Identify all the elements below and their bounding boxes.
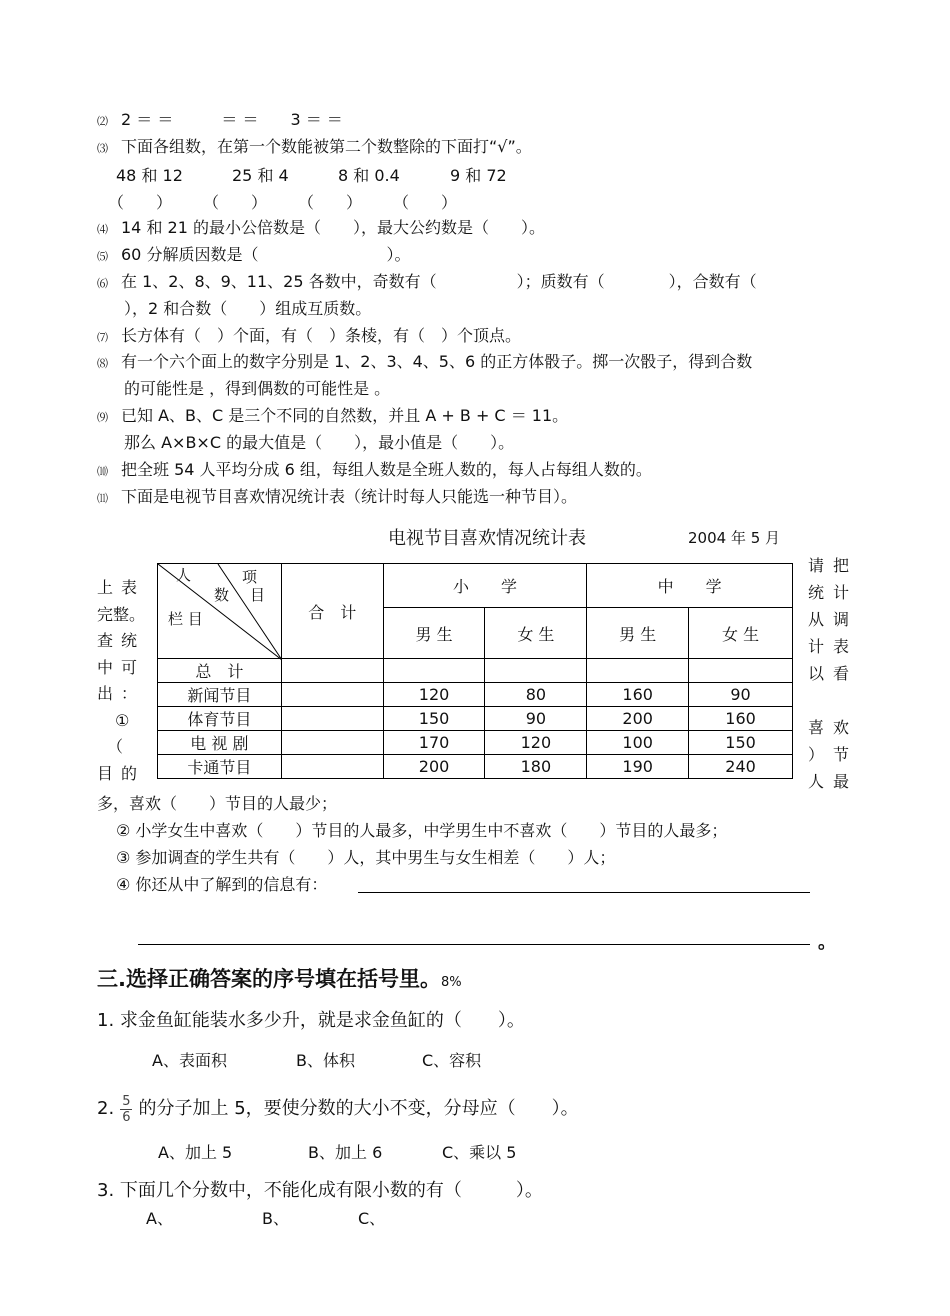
q8-line-2: 的可能性是 ，得到偶数的可能性是 。 [124,379,391,398]
sub-question-2: ② 小学女生中喜欢（ ）节目的人最多，中学男生中不喜欢（ ）节目的人最多； [116,821,728,840]
table-cell: 200 [383,755,485,779]
q7-text: 长方体有（ ）个面，有（ ）条棱，有（ ）个顶点。 [121,326,522,345]
right-wrap-5: 以看 [808,664,859,683]
row-total-cell[interactable] [281,755,383,779]
q9-line [97,405,568,429]
right-wrap-text [808,552,858,795]
primary-boys-header: 男 生 [383,608,485,659]
right-wrap-7: 喜欢 [808,718,859,737]
q3-bracket-4[interactable]: （ ） [393,193,458,212]
c2-option-c[interactable]: C、乘以 5 [442,1143,517,1162]
section-3-title [97,963,462,993]
sub-question-3: ③ 参加调查的学生共有（ ）人，其中男生与女生相差（ ）人； [116,848,616,867]
header-mu: 目 [250,586,266,604]
c3-option-a[interactable]: A、 [146,1209,173,1228]
answer-line-1[interactable] [358,892,810,893]
table-cell: 90 [689,683,793,707]
table-row [158,755,793,779]
q3-number: ⑶ [97,142,108,155]
table-row [158,707,793,731]
q3-pair-2: 25 和 4 [232,166,289,185]
right-wrap-9: 人最 [808,772,859,791]
q3-pair-1: 48 和 12 [116,166,183,185]
sub-question-1: 多，喜欢（ ）节目的人最少； [97,794,338,813]
q9-text: 已知 A、B、C 是三个不同的自然数，并且 A + B + C ＝ 11。 [121,406,569,425]
diagonal-header-cell [158,564,282,659]
table-cell: 120 [383,683,485,707]
table-cell: 180 [485,755,587,779]
left-wrap-6: ① [115,710,130,730]
q6-line [97,271,757,295]
left-wrap-2: 完整。 [97,604,146,624]
q6-text: 在 1、2、8、9、11、25 各数中，奇数有（ ）；质数有（ ），合数有（ [121,272,757,291]
c2-option-a[interactable]: A、加上 5 [158,1143,233,1162]
middle-school-header: 中 学 [587,564,793,608]
choice-question-3: 3. 下面几个分数中，不能化成有限小数的有（ ）。 [97,1180,543,1201]
right-wrap-6 [808,687,858,714]
q8-line [97,351,752,375]
c1-option-b[interactable]: B、体积 [296,1051,355,1070]
q5-text: 60 分解质因数是（ ）。 [121,245,411,264]
fraction-five-sixths [120,1094,132,1125]
left-wrap-7: （ [107,737,124,756]
section-3-score: 8% [440,975,462,990]
left-wrap-1: 上表 [97,578,146,597]
q11-number: ⑾ [97,492,108,505]
header-ren: 人 [176,566,192,584]
middle-girls-header: 女 生 [689,608,793,659]
total-row-cell[interactable] [383,659,485,683]
c2-option-b[interactable]: B、加上 6 [308,1143,383,1162]
left-wrap-3: 查统 [97,631,146,650]
q3-text: 下面各组数，在第一个数能被第二个数整除的下面打“√”。 [121,137,532,156]
row-total-cell[interactable] [281,731,383,755]
table-cell: 170 [383,731,485,755]
q2-line [97,109,343,133]
row-name: 电 视 剧 [158,731,282,755]
total-column-header: 合 计 [281,564,383,659]
table-cell: 120 [485,731,587,755]
choice-question-2 [97,1088,579,1130]
q7-number: ⑺ [97,331,108,344]
q5-line [97,244,410,268]
table-cell: 80 [485,683,587,707]
left-wrap-text [97,575,145,787]
header-xiang: 项 [242,568,258,586]
table-cell: 190 [587,755,689,779]
total-row-cell[interactable] [587,659,689,683]
primary-school-header: 小 学 [383,564,587,608]
header-shu: 数 [214,586,230,604]
q3-pair-3: 8 和 0.4 [338,166,400,185]
q2-number: ⑵ [97,115,108,128]
section-3-title-text: 三.选择正确答案的序号填在括号里。 [97,967,441,991]
q11-line [97,486,577,510]
header-lanmu: 栏 目 [168,610,203,628]
table-date: 2004 年 5 月 [688,529,781,547]
table-cell: 100 [587,731,689,755]
table-cell: 150 [689,731,793,755]
c1-option-c[interactable]: C、容积 [422,1051,482,1070]
table-cell: 160 [689,707,793,731]
c2-number: 2. [97,1098,115,1119]
table-cell: 150 [383,707,485,731]
q8-text: 有一个六个面上的数字分别是 1、2、3、4、5、6 的正方体骰子。掷一次骰子，得到合数 [121,352,753,371]
table-cell: 240 [689,755,793,779]
row-total-cell[interactable] [281,683,383,707]
q2-text: 2 ＝ ＝ ＝ ＝ 3 ＝ ＝ [121,110,343,129]
left-wrap-8: 目的 [97,763,146,783]
stat-table [157,563,793,779]
q7-line [97,325,521,349]
table-cell: 160 [587,683,689,707]
q10-line [97,459,652,483]
q5-number: ⑸ [97,250,108,263]
c1-option-a[interactable]: A、表面积 [152,1051,227,1070]
right-wrap-4: 计表 [808,637,859,656]
left-wrap-4: 中可 [97,657,146,677]
q10-number: ⑽ [97,465,108,478]
table-cell: 200 [587,707,689,731]
total-row-cell[interactable] [485,659,587,683]
q6-line-2: ），2 和合数（ ）组成互质数。 [124,299,372,318]
c3-option-b[interactable]: B、 [262,1209,289,1228]
q8-number: ⑻ [97,357,108,370]
q3-line [97,136,532,160]
c3-option-c[interactable]: C、 [358,1209,386,1228]
total-row-cell[interactable] [281,659,383,683]
table-row [158,683,793,707]
total-row-cell[interactable] [689,659,793,683]
sub-question-4: ④ 你还从中了解到的信息有： [116,875,328,894]
row-name: 新闻节目 [158,683,282,707]
q4-number: ⑷ [97,223,108,236]
table-cell: 90 [485,707,587,731]
q9-line-2: 那么 A×B×C 的最大值是（ ），最小值是（ ）。 [124,433,515,452]
row-name: 体育节目 [158,707,282,731]
q10-text: 把全班 54 人平均分成 6 组，每组人数是全班人数的，每人占每组人数的。 [121,460,652,479]
q4-text: 14 和 21 的最小公倍数是（ ），最大公约数是（ ）。 [121,218,545,237]
row-total-cell[interactable] [281,707,383,731]
right-wrap-8: ）节 [808,745,859,764]
c2-text: 的分子加上 5，要使分数的大小不变，分母应（ ）。 [138,1098,579,1119]
table-title: 电视节目喜欢情况统计表 [388,528,586,549]
primary-girls-header: 女 生 [485,608,587,659]
q4-line [97,217,545,241]
q9-number: ⑼ [97,411,108,424]
right-wrap-1: 请把 [808,556,859,575]
end-period: 。 [818,932,836,953]
q3-bracket-2[interactable]: （ ） [203,193,268,212]
q3-pair-4: 9 和 72 [450,166,507,185]
row-name: 卡通节目 [158,755,282,779]
answer-line-2[interactable] [138,944,810,945]
q3-bracket-3[interactable]: （ ） [298,193,363,212]
right-wrap-3: 从调 [808,610,859,629]
fraction-numerator: 5 [122,1093,131,1109]
table-row [158,731,793,755]
fraction-denominator: 6 [122,1109,131,1125]
left-wrap-5: 出： [97,684,146,703]
choice-question-1: 1. 求金鱼缸能装水多少升，就是求金鱼缸的（ ）。 [97,1010,525,1031]
total-row-label: 总 计 [158,659,282,683]
right-wrap-2: 统计 [808,583,859,602]
q3-bracket-1[interactable]: （ ） [108,193,173,212]
q6-number: ⑹ [97,277,108,290]
middle-boys-header: 男 生 [587,608,689,659]
q11-text: 下面是电视节目喜欢情况统计表（统计时每人只能选一种节目）。 [121,487,578,506]
